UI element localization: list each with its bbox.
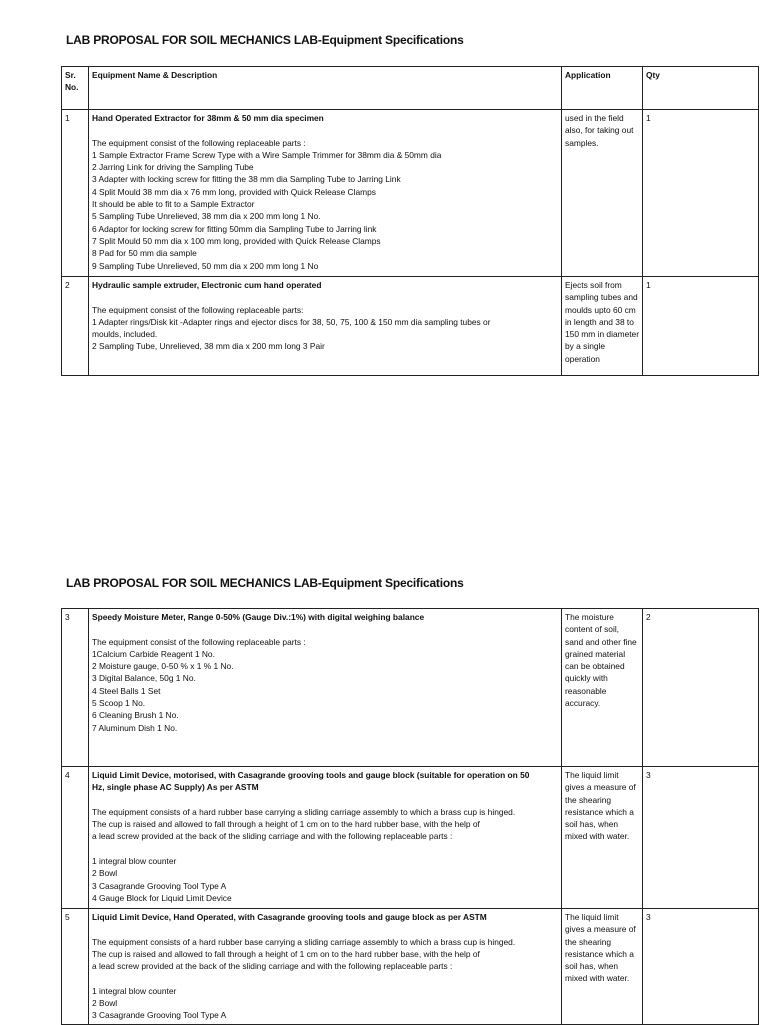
equipment-table-1 [61, 66, 759, 376]
row-application: The liquid limit gives a measure of the shearing resistance which a soil has, when mixed with water. [562, 909, 643, 1025]
table-row [62, 609, 759, 767]
row-description: Hydraulic sample extruder, Electronic cum hand operated The equipment consist of the following replaceable parts: 1 Adapter rings/Disk kit -Adapter rings and ejector discs for 38, 50, 75, 100 & 150 mm dia sampling tubes or moulds, included. 2 Sampling Tube, Unrelieved, 38 mm dia x 200 mm long 3 Pair [89, 277, 562, 376]
table-row [62, 277, 759, 376]
equipment-name: Hydraulic sample extruder, Electronic cum hand operated [92, 280, 322, 290]
header-application: Application [562, 67, 643, 110]
page-title: LAB PROPOSAL FOR SOIL MECHANICS LAB-Equipment Specifications [66, 576, 464, 590]
row-qty: 1 [643, 277, 759, 376]
row-application: The liquid limit gives a measure of the shearing resistance which a soil has, when mixed with water. [562, 767, 643, 909]
row-sr-no: 4 [62, 767, 89, 909]
row-qty: 1 [643, 110, 759, 277]
row-qty: 3 [643, 909, 759, 1025]
row-qty: 3 [643, 767, 759, 909]
table-row [62, 110, 759, 277]
equipment-name: Liquid Limit Device, motorised, with Casagrande grooving tools and gauge block (suitable for operation on 50 [92, 770, 530, 780]
table-row [62, 909, 759, 1025]
equipment-name: Hand Operated Extractor for 38mm & 50 mm dia specimen [92, 113, 324, 123]
row-description: Speedy Moisture Meter, Range 0-50% (Gauge Div.:1%) with digital weighing balance The equipment consist of the following replaceable parts : 1Calcium Carbide Reagent 1 No. 2 Moisture gauge, 0-50 % x 1 % 1 No. 3 Digital Balance, 50g 1 No. 4 Steel Balls 1 Set 5 Scoop 1 No. 6 Cleaning Brush 1 No. 7 Aluminum Dish 1 No. [89, 609, 562, 767]
row-application: The moisture content of soil, sand and other fine grained material can be obtained quickly with reasonable accuracy. [562, 609, 643, 767]
table-header-row [62, 67, 759, 110]
equipment-name: Hz, single phase AC Supply) As per ASTM [92, 782, 259, 793]
page-title: LAB PROPOSAL FOR SOIL MECHANICS LAB-Equipment Specifications [66, 33, 464, 47]
row-sr-no: 3 [62, 609, 89, 767]
row-application: used in the field also, for taking out samples. [562, 110, 643, 277]
row-description: Hand Operated Extractor for 38mm & 50 mm dia specimen The equipment consist of the following replaceable parts : 1 Sample Extractor Frame Screw Type with a Wire Sample Trimmer for 38mm dia & 50mm dia 2 Jarring Link for driving the Sampling Tube 3 Adapter with locking screw for fitting the 38 mm dia Sampling Tube to Jarring Link 4 Split Mould 38 mm dia x 76 mm long, provided with Quick Release Clamps It should be able to fit to a Sample Extractor 5 Sampling Tube Unrelieved, 38 mm dia x 200 mm long 1 No. 6 Adaptor for locking screw for fitting 50mm dia Sampling Tube to Jarring link 7 Split Mould 50 mm dia x 100 mm long, provided with Quick Release Clamps 8 Pad for 50 mm dia sample 9 Sampling Tube Unrelieved, 50 mm dia x 200 mm long 1 No [89, 110, 562, 277]
equipment-table-2 [61, 608, 759, 1025]
row-application: Ejects soil from sampling tubes and moulds upto 60 cm in length and 38 to 150 mm in diameter by a single operation [562, 277, 643, 376]
row-sr-no: 5 [62, 909, 89, 1025]
row-description: Liquid Limit Device, Hand Operated, with Casagrande grooving tools and gauge block as per ASTM The equipment consists of a hard rubber base carrying a sliding carriage assembly to which a brass cup is hinged. The cup is raised and allowed to fall through a height of 1 cm on to the hard rubber base, with the help of a lead screw provided at the back of the sliding carriage and with the following replaceable parts : 1 integral blow counter 2 Bowl 3 Casagrande Grooving Tool Type A [89, 909, 562, 1025]
header-equipment-name: Equipment Name & Description [89, 67, 562, 110]
row-description: Liquid Limit Device, motorised, with Casagrande grooving tools and gauge block (suitable for operation on 50 Hz, single phase AC Supply) As per ASTM The equipment consists of a hard rubber base carrying a sliding carriage assembly to which a brass cup is hinged. The cup is raised and allowed to fall through a height of 1 cm on to the hard rubber base, with the help of a lead screw provided at the back of the sliding carriage and with the following replaceable parts : 1 integral blow counter 2 Bowl 3 Casagrande Grooving Tool Type A 4 Gauge Block for Liquid Limit Device [89, 767, 562, 909]
row-qty: 2 [643, 609, 759, 767]
row-sr-no: 2 [62, 277, 89, 376]
equipment-name: Liquid Limit Device, Hand Operated, with Casagrande grooving tools and gauge block as per ASTM [92, 912, 487, 922]
header-qty: Qty [643, 67, 759, 110]
row-sr-no: 1 [62, 110, 89, 277]
equipment-name: Speedy Moisture Meter, Range 0-50% (Gauge Div.:1%) with digital weighing balance [92, 612, 425, 622]
table-row [62, 767, 759, 909]
header-sr-no: Sr. No. [62, 67, 89, 110]
